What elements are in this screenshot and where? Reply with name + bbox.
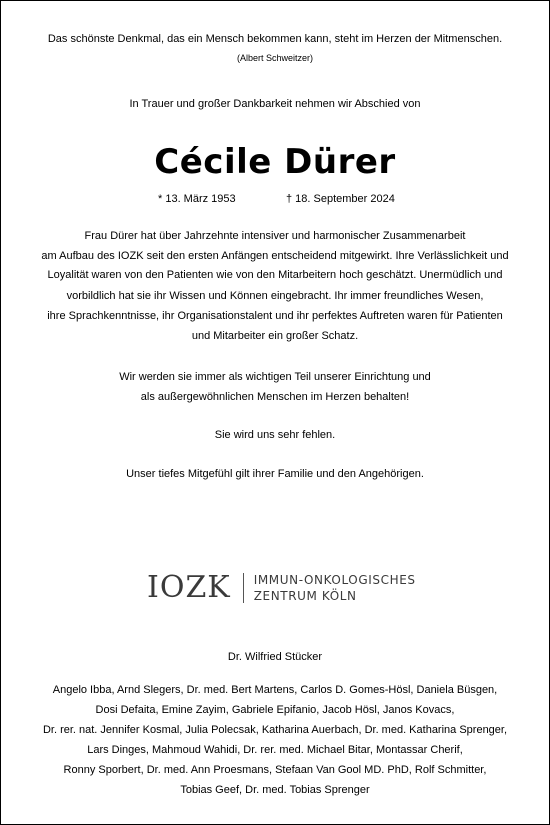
condolence-text: Unser tiefes Mitgefühl gilt ihrer Familie und den Angehörigen. [126,468,424,480]
logo-divider [243,573,244,603]
director-name: Dr. Wilfried Stücker [227,651,323,663]
intro-text: In Trauer und großer Dankbarkeit nehmen wir Abschied von [129,98,421,110]
staff-line: Tobias Geef, Dr. med. Tobias Sprenger [180,784,370,796]
iozk-logo [147,570,416,606]
tribute-line: und Mitarbeiter ein großer Schatz. [191,330,359,342]
logo-wordmark: IOZK [147,570,231,605]
logo-subtitle-line: ZENTRUM KÖLN [253,589,357,603]
deceased-name: Cécile Dürer [154,142,396,182]
tribute-line: Loyalität waren von den Patienten wie von den Mitarbeitern hoch geschätzt. Unermüdlich und [47,269,503,281]
birth-date: * 13. März 1953 [158,193,236,205]
quote-author: (Albert Schweitzer) [236,53,314,63]
tribute-line: ihre Sprachkenntnisse, ihr Organisationstalent und ihr perfektes Auftreten waren für Patienten [47,310,503,322]
staff-line: Lars Dinges, Mahmoud Wahidi, Dr. rer. med. Michael Bitar, Montassar Cherif, [87,744,463,756]
tribute-line: vorbildlich hat sie ihr Wissen und Können eingebracht. Ihr immer freundliches Wesen, [66,290,484,302]
tribute-line: am Aufbau des IOZK seit den ersten Anfängen entscheidend mitgewirkt. Ihre Verlässlichkeit und [41,250,509,262]
death-date: † 18. September 2024 [286,193,395,205]
remembrance-line: Wir werden sie immer als wichtigen Teil unserer Einrichtung und [119,371,431,383]
logo-subtitle-line: IMMUN-ONKOLOGISCHES [253,573,416,587]
remembrance-line: als außergewöhnlichen Menschen im Herzen behalten! [140,391,410,403]
missed-text: Sie wird uns sehr fehlen. [214,429,336,441]
tribute-line: Frau Dürer hat über Jahrzehnte intensiver und harmonischer Zusammenarbeit [84,230,466,242]
staff-line: Ronny Sporbert, Dr. med. Ann Proesmans, Stefaan Van Gool MD. PhD, Rolf Schmitter, [63,764,487,776]
staff-line: Dr. rer. nat. Jennifer Kosmal, Julia Polecsak, Katharina Auerbach, Dr. med. Katharina Sprenger, [42,724,508,736]
staff-line: Angelo Ibba, Arnd Slegers, Dr. med. Bert Martens, Carlos D. Gomes-Hösl, Daniela Büsgen, [52,684,498,696]
staff-line: Dosi Defaita, Emine Zayim, Gabriele Epifanio, Jacob Hösl, Janos Kovacs, [95,704,455,716]
logo-subtitle [254,572,416,604]
quote-text: Das schönste Denkmal, das ein Mensch bekommen kann, steht im Herzen der Mitmenschen. [47,33,503,45]
